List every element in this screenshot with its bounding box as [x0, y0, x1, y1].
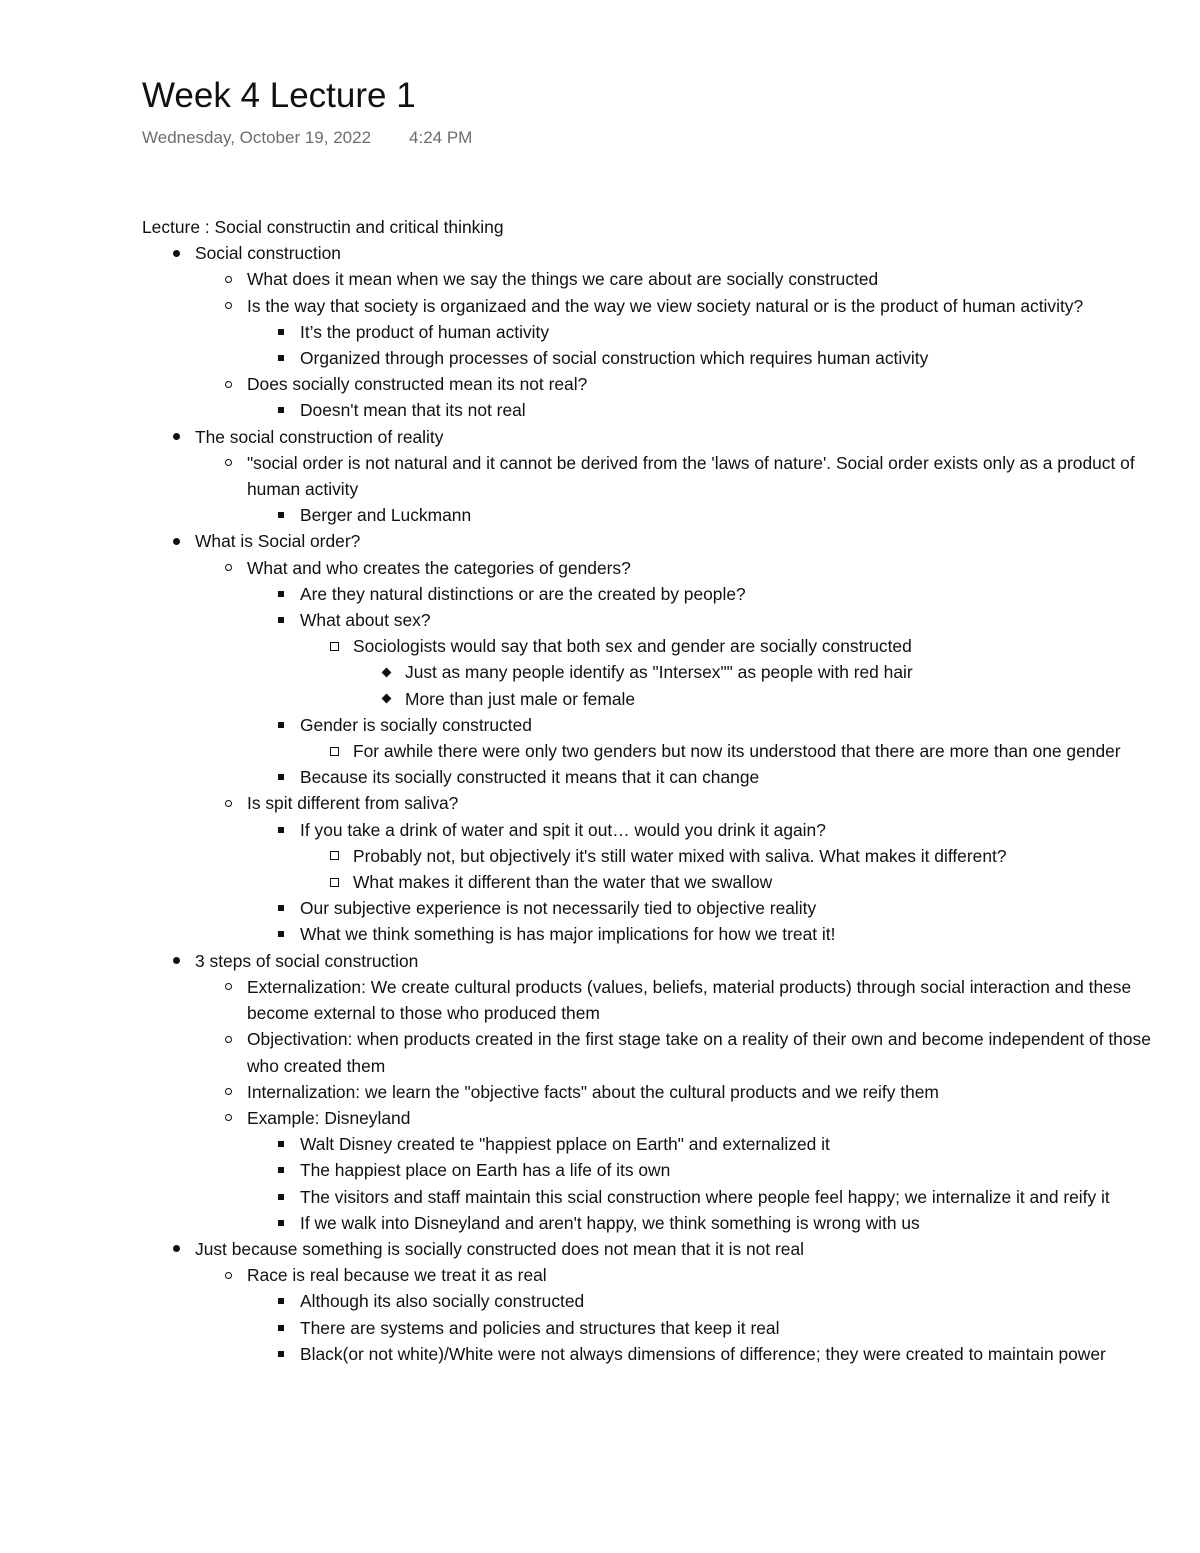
filled-square-bullet-icon: [278, 591, 284, 597]
list-item: [142, 1131, 1182, 1157]
filled-square-bullet-icon: [278, 1167, 284, 1173]
list-item-text: The social construction of reality: [195, 426, 444, 447]
hollow-circle-bullet-icon: [225, 381, 232, 388]
list-item: [142, 1184, 1182, 1210]
hollow-circle-bullet-icon: [225, 1272, 232, 1279]
filled-square-bullet-icon: [278, 512, 284, 518]
list-item: [142, 555, 1182, 581]
list-item-text: Does socially constructed mean its not real?: [247, 374, 588, 395]
bullet-marker: [169, 240, 183, 266]
bullet-marker: [274, 607, 288, 633]
list-item-text: Are they natural distinctions or are the created by people?: [300, 583, 746, 604]
lecture-heading: Lecture : Social constructin and critical thinking: [142, 217, 504, 237]
filled-circle-bullet-icon: [173, 1245, 180, 1252]
hollow-square-bullet-icon: [330, 878, 339, 887]
filled-square-bullet-icon: [278, 722, 284, 728]
list-item: [142, 345, 1182, 371]
list-item-text: There are systems and policies and structures that keep it real: [300, 1317, 780, 1338]
list-item-text: Internalization: we learn the "objective facts" about the cultural products and we reify them: [247, 1081, 939, 1102]
bullet-marker: [169, 528, 183, 554]
list-item-text: What does it mean when we say the things we care about are socially constructed: [247, 269, 879, 290]
bullet-marker: [274, 1288, 288, 1314]
filled-square-bullet-icon: [278, 1298, 284, 1304]
list-item: [142, 1079, 1182, 1105]
bullet-marker: [221, 1026, 235, 1052]
list-item-text: More than just male or female: [405, 688, 636, 709]
list-item: [142, 817, 1182, 843]
bullet-marker: [221, 266, 235, 292]
list-item: [142, 974, 1182, 1026]
list-item-text: Is the way that society is organizaed and the way we view society natural or is the product of human activity?: [247, 295, 1084, 316]
filled-circle-bullet-icon: [173, 538, 180, 545]
list-item: [142, 1236, 1182, 1262]
bullet-marker: [221, 1105, 235, 1131]
hollow-circle-bullet-icon: [225, 1114, 232, 1121]
list-item: [142, 371, 1182, 397]
list-item-text: Our subjective experience is not necessarily tied to objective reality: [300, 898, 817, 919]
list-item-text: What about sex?: [300, 610, 431, 631]
list-item: [142, 1210, 1182, 1236]
bullet-marker: [274, 712, 288, 738]
list-item-text: What we think something is has major implications for how we treat it!: [300, 924, 836, 945]
list-item: [142, 1315, 1182, 1341]
bullet-marker: [274, 1210, 288, 1236]
list-item: [142, 1262, 1182, 1288]
bullet-marker: [274, 345, 288, 371]
filled-circle-bullet-icon: [173, 957, 180, 964]
filled-square-bullet-icon: [278, 1325, 284, 1331]
list-item: [142, 293, 1182, 319]
hollow-circle-bullet-icon: [225, 302, 232, 309]
list-item-text: Social construction: [195, 243, 341, 264]
list-item: [142, 843, 1182, 869]
list-item-text: Just as many people identify as "Intersex"" as people with red hair: [405, 662, 913, 683]
list-item-text: Berger and Luckmann: [300, 505, 472, 526]
list-item: [142, 921, 1182, 947]
list-item-text: Organized through processes of social construction which requires human activity: [300, 348, 929, 369]
hollow-square-bullet-icon: [330, 747, 339, 756]
bullet-marker: [327, 633, 341, 659]
list-item: [142, 1288, 1182, 1314]
bullet-marker: [221, 555, 235, 581]
page-time: 4:24 PM: [409, 128, 473, 147]
list-item: [142, 581, 1182, 607]
list-item-text: Doesn't mean that its not real: [300, 400, 526, 421]
bullet-marker: [327, 843, 341, 869]
list-item: [142, 1105, 1182, 1131]
filled-square-bullet-icon: [278, 355, 284, 361]
list-item-text: Probably not, but objectively it's still water mixed with saliva. What makes it different?: [353, 845, 1007, 866]
hollow-circle-bullet-icon: [225, 983, 232, 990]
list-item: [142, 240, 1182, 266]
list-item-text: Externalization: We create cultural products (values, beliefs, material products) through social interaction and these become external to those who produced them: [247, 976, 1132, 1024]
outline-list: [142, 240, 1182, 1367]
list-item: [142, 424, 1182, 450]
bullet-marker: [221, 371, 235, 397]
list-item: [142, 712, 1182, 738]
bullet-marker: [274, 397, 288, 423]
filled-square-bullet-icon: [278, 827, 284, 833]
list-item: [142, 1341, 1182, 1367]
list-item: [142, 686, 1182, 712]
hollow-circle-bullet-icon: [225, 564, 232, 571]
list-item-text: Gender is socially constructed: [300, 714, 532, 735]
list-item-text: The visitors and staff maintain this scial construction where people feel happy; we internalize it and reify it: [300, 1186, 1110, 1207]
bullet-marker: [274, 764, 288, 790]
bullet-marker: [274, 1131, 288, 1157]
bullet-marker: [274, 1157, 288, 1183]
list-item: [142, 790, 1182, 816]
list-item: [142, 528, 1182, 554]
bullet-marker: [274, 921, 288, 947]
bullet-marker: [221, 450, 235, 476]
list-item-text: It’s the product of human activity: [300, 321, 550, 342]
page-timestamp: [142, 126, 472, 150]
list-item: [142, 1026, 1182, 1078]
hollow-square-bullet-icon: [330, 851, 339, 860]
bullet-marker: [169, 1236, 183, 1262]
list-item-text: What and who creates the categories of genders?: [247, 557, 631, 578]
bullet-marker: [274, 817, 288, 843]
bullet-marker: [274, 319, 288, 345]
list-item-text: What makes it different than the water that we swallow: [353, 872, 773, 893]
list-item-text: Objectivation: when products created in the first stage take on a reality of their own and become independent of those who created them: [247, 1029, 1151, 1076]
filled-circle-bullet-icon: [173, 250, 180, 257]
list-item: [142, 450, 1182, 502]
note-body: [142, 214, 1182, 1367]
list-item: [142, 319, 1182, 345]
list-item-text: "social order is not natural and it cannot be derived from the 'laws of nature'. Social order exists only as a product of human activity: [247, 452, 1135, 500]
filled-square-bullet-icon: [278, 407, 284, 413]
list-item-text: Is spit different from saliva?: [247, 793, 459, 814]
filled-square-bullet-icon: [278, 617, 284, 623]
bullet-marker: [169, 948, 183, 974]
hollow-circle-bullet-icon: [225, 800, 232, 807]
bullet-marker: [274, 895, 288, 921]
list-item-text: 3 steps of social construction: [195, 950, 419, 971]
list-item: [142, 948, 1182, 974]
list-item: [142, 659, 1182, 685]
bullet-marker: [169, 424, 183, 450]
hollow-circle-bullet-icon: [225, 1036, 232, 1043]
list-item: [142, 869, 1182, 895]
bullet-marker: [274, 1315, 288, 1341]
filled-square-bullet-icon: [278, 1351, 284, 1357]
list-item: [142, 738, 1182, 764]
bullet-marker: [274, 581, 288, 607]
bullet-marker: [221, 293, 235, 319]
bullet-marker: [379, 686, 393, 712]
bullet-marker: [221, 974, 235, 1000]
diamond-bullet-icon: [381, 694, 391, 704]
list-item: [142, 397, 1182, 423]
list-item: [142, 1157, 1182, 1183]
list-item-text: Example: Disneyland: [247, 1107, 411, 1128]
list-item-text: Because its socially constructed it means that it can change: [300, 767, 760, 788]
bullet-marker: [274, 1341, 288, 1367]
hollow-circle-bullet-icon: [225, 459, 232, 466]
filled-square-bullet-icon: [278, 905, 284, 911]
page-date: Wednesday, October 19, 2022: [142, 128, 372, 147]
filled-square-bullet-icon: [278, 329, 284, 335]
list-item-text: Race is real because we treat it as real: [247, 1265, 547, 1286]
list-item: [142, 764, 1182, 790]
bullet-marker: [221, 1262, 235, 1288]
bullet-marker: [327, 738, 341, 764]
list-item-text: Although its also socially constructed: [300, 1291, 585, 1312]
bullet-marker: [379, 659, 393, 685]
list-item-text: Walt Disney created te "happiest pplace on Earth" and externalized it: [300, 1134, 830, 1155]
list-item-text: If you take a drink of water and spit it out… would you drink it again?: [300, 819, 826, 840]
hollow-circle-bullet-icon: [225, 1088, 232, 1095]
filled-square-bullet-icon: [278, 1220, 284, 1226]
bullet-marker: [221, 1079, 235, 1105]
list-item-text: Sociologists would say that both sex and gender are socially constructed: [353, 636, 912, 657]
list-item-text: What is Social order?: [195, 531, 361, 552]
list-item: [142, 266, 1182, 292]
list-item-text: Just because something is socially constructed does not mean that it is not real: [195, 1238, 804, 1259]
bullet-marker: [221, 790, 235, 816]
bullet-marker: [274, 502, 288, 528]
list-item: [142, 607, 1182, 633]
bullet-marker: [327, 869, 341, 895]
list-item: [142, 633, 1182, 659]
diamond-bullet-icon: [381, 668, 391, 678]
list-item-text: For awhile there were only two genders but now its understood that there are more than one gender: [353, 741, 1121, 762]
list-item-text: The happiest place on Earth has a life of its own: [300, 1160, 671, 1181]
bullet-marker: [274, 1184, 288, 1210]
hollow-square-bullet-icon: [330, 642, 339, 651]
hollow-circle-bullet-icon: [225, 276, 232, 283]
list-item-text: Black(or not white)/White were not always dimensions of difference; they were created to maintain power: [300, 1343, 1106, 1364]
filled-circle-bullet-icon: [173, 433, 180, 440]
page-title: Week 4 Lecture 1: [142, 76, 416, 115]
list-item-text: If we walk into Disneyland and aren't happy, we think something is wrong with us: [300, 1212, 920, 1233]
list-item: [142, 895, 1182, 921]
filled-square-bullet-icon: [278, 1194, 284, 1200]
filled-square-bullet-icon: [278, 1141, 284, 1147]
filled-square-bullet-icon: [278, 931, 284, 937]
list-item: [142, 502, 1182, 528]
filled-square-bullet-icon: [278, 774, 284, 780]
